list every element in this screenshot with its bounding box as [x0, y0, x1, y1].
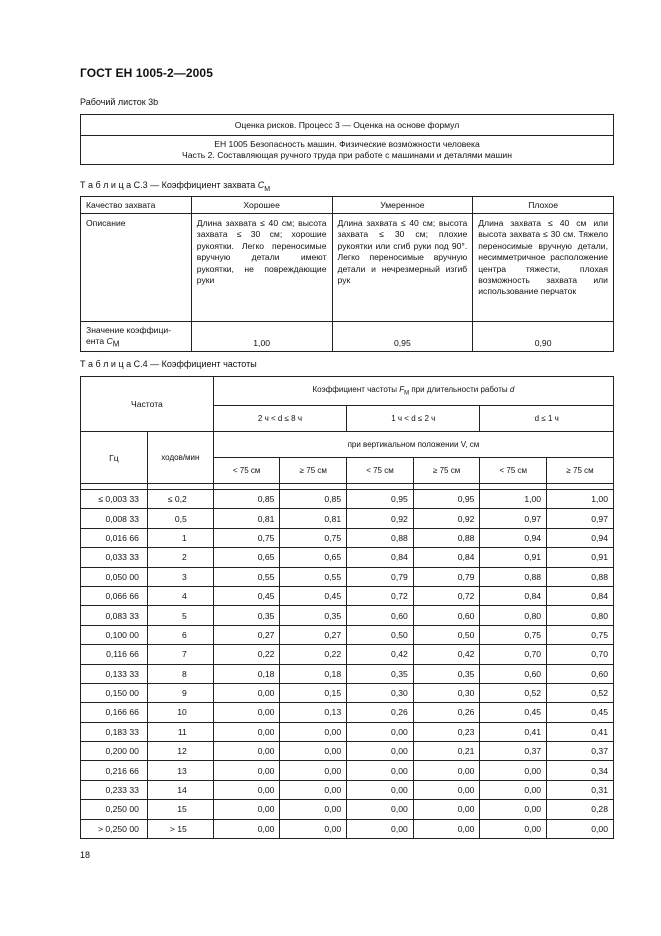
value-label-line-2: ента	[86, 336, 107, 346]
table-row	[81, 645, 614, 664]
coefficient-cell: 0,80	[480, 606, 547, 625]
grip-good-header: Хорошее	[191, 197, 332, 214]
coefficient-cell: 0,52	[480, 683, 547, 702]
coefficient-cell: 0,23	[413, 722, 480, 741]
coefficient-cell: 0,88	[413, 528, 480, 547]
hz-cell: 0,033 33	[81, 548, 148, 567]
coefficient-cell: 0,95	[413, 490, 480, 509]
table-row	[81, 780, 614, 799]
position-header: ≥ 75 см	[413, 458, 480, 484]
coefficient-cell: 0,42	[347, 645, 414, 664]
coefficient-cell: 0,72	[347, 586, 414, 605]
strokes-cell: 4	[147, 586, 213, 605]
table-row	[81, 606, 614, 625]
coefficient-cell: 0,42	[413, 645, 480, 664]
strokes-cell: 0,5	[147, 509, 213, 528]
coefficient-cell: 0,41	[547, 722, 614, 741]
table-row	[81, 528, 614, 547]
coefficient-cell: 0,81	[280, 509, 347, 528]
hz-cell: 0,183 33	[81, 722, 148, 741]
hz-cell: 0,233 33	[81, 780, 148, 799]
table-row	[81, 800, 614, 819]
strokes-cell: 3	[147, 567, 213, 586]
coefficient-cell: 0,60	[347, 606, 414, 625]
position-header: ≥ 75 см	[280, 458, 347, 484]
grip-good-value: 1,00	[191, 322, 332, 352]
strokes-cell: 11	[147, 722, 213, 741]
coefficient-cell: 0,45	[213, 586, 280, 605]
grip-moderate-header: Умеренное	[332, 197, 473, 214]
coefficient-cell: 0,00	[280, 722, 347, 741]
coefficient-cell: 0,00	[280, 780, 347, 799]
strokes-cell: 9	[147, 683, 213, 702]
table-row	[81, 509, 614, 528]
coefficient-cell: 0,37	[480, 742, 547, 761]
grip-moderate-description: Длина захвата ≤ 40 см; высота захвата ≤ 30 см; плохие рукоятки или сгиб руки под 90°. Легко переносимые вручную детали и нечрезмерный изгиб рук	[332, 214, 473, 322]
coefficient-cell: 0,18	[213, 664, 280, 683]
position-header: ≥ 75 см	[547, 458, 614, 484]
strokes-cell: 13	[147, 761, 213, 780]
assessment-title: Оценка рисков. Процесс 3 — Оценка на основе формул	[81, 115, 614, 136]
frequency-coefficient-header	[213, 377, 613, 406]
coef-header-prefix: Коэффициент частоты	[312, 385, 400, 395]
strokes-cell: ≤ 0,2	[147, 490, 213, 509]
frequency-table-body	[81, 490, 614, 839]
hz-cell: 0,083 33	[81, 606, 148, 625]
strokes-cell: 5	[147, 606, 213, 625]
coefficient-value-label	[81, 322, 192, 352]
coefficient-cell: 0,00	[213, 780, 280, 799]
coefficient-cell: 0,00	[413, 800, 480, 819]
coef-header-suffix: при длительности работы	[409, 385, 510, 395]
strokes-cell: 12	[147, 742, 213, 761]
coefficient-cell: 0,75	[213, 528, 280, 547]
coefficient-cell: 0,18	[280, 664, 347, 683]
coefficient-cell: 0,70	[547, 645, 614, 664]
grip-moderate-value: 0,95	[332, 322, 473, 352]
table-row	[81, 683, 614, 702]
duration-1-2h: 1 ч < d ≤ 2 ч	[347, 406, 480, 432]
value-label-symbol: C	[106, 336, 113, 346]
standard-line-1: ЕН 1005 Безопасность машин. Физические возможности человека	[214, 139, 480, 149]
hz-cell: 0,166 66	[81, 703, 148, 722]
coefficient-cell: 0,91	[547, 548, 614, 567]
table-row	[81, 490, 614, 509]
hz-header: Гц	[81, 432, 148, 484]
coefficient-cell: 0,30	[347, 683, 414, 702]
hz-cell: 0,116 66	[81, 645, 148, 664]
coefficient-cell: 0,00	[213, 722, 280, 741]
strokes-cell: 1	[147, 528, 213, 547]
document-title: ГОСТ ЕН 1005-2—2005	[80, 66, 213, 80]
coefficient-cell: 1,00	[547, 490, 614, 509]
coefficient-cell: 0,00	[347, 819, 414, 838]
strokes-cell: 14	[147, 780, 213, 799]
hz-cell: 0,016 66	[81, 528, 148, 547]
coefficient-cell: 0,60	[547, 664, 614, 683]
coefficient-cell: 0,00	[213, 742, 280, 761]
coefficient-cell: 0,00	[347, 761, 414, 780]
page-number: 18	[80, 850, 91, 860]
hz-cell: 0,150 00	[81, 683, 148, 702]
table-c3-caption-sub: M	[264, 185, 271, 193]
assessment-header-table	[80, 114, 614, 165]
table-c3-caption-symbol: C	[257, 180, 265, 190]
coefficient-cell: 0,00	[347, 742, 414, 761]
coefficient-cell: 0,30	[413, 683, 480, 702]
coefficient-cell: 0,00	[480, 780, 547, 799]
grip-poor-value: 0,90	[473, 322, 614, 352]
coefficient-cell: 0,00	[280, 761, 347, 780]
coefficient-cell: 0,84	[413, 548, 480, 567]
coefficient-cell: 0,00	[347, 780, 414, 799]
coefficient-cell: 0,85	[213, 490, 280, 509]
hz-cell: 0,200 00	[81, 742, 148, 761]
hz-cell: 0,008 33	[81, 509, 148, 528]
table-row	[81, 742, 614, 761]
table-row	[81, 625, 614, 644]
coefficient-cell: 0,00	[213, 703, 280, 722]
strokes-cell: 2	[147, 548, 213, 567]
table-row	[81, 586, 614, 605]
coefficient-cell: 0,84	[480, 586, 547, 605]
coef-header-sub: M	[404, 390, 410, 397]
coefficient-cell: 1,00	[480, 490, 547, 509]
position-header: < 75 см	[480, 458, 547, 484]
value-label-sub: M	[112, 339, 120, 349]
coefficient-cell: 0,00	[413, 819, 480, 838]
coefficient-cell: 0,41	[480, 722, 547, 741]
coefficient-cell: 0,00	[213, 800, 280, 819]
coefficient-cell: 0,37	[547, 742, 614, 761]
hz-cell: 0,100 00	[81, 625, 148, 644]
hz-cell: 0,133 33	[81, 664, 148, 683]
coefficient-cell: 0,34	[547, 761, 614, 780]
coefficient-cell: 0,94	[480, 528, 547, 547]
standard-reference	[81, 136, 614, 165]
hz-cell: 0,066 66	[81, 586, 148, 605]
coefficient-cell: 0,88	[347, 528, 414, 547]
coefficient-cell: 0,79	[347, 567, 414, 586]
coefficient-cell: 0,84	[347, 548, 414, 567]
coefficient-cell: 0,75	[547, 625, 614, 644]
coefficient-cell: 0,00	[347, 722, 414, 741]
coefficient-cell: 0,92	[347, 509, 414, 528]
coefficient-cell: 0,13	[280, 703, 347, 722]
description-label: Описание	[81, 214, 192, 322]
coefficient-cell: 0,22	[213, 645, 280, 664]
coefficient-cell: 0,55	[213, 567, 280, 586]
coefficient-cell: 0,52	[547, 683, 614, 702]
coefficient-cell: 0,22	[280, 645, 347, 664]
coef-header-d: d	[509, 385, 515, 395]
strokes-cell: 8	[147, 664, 213, 683]
vertical-position-header: при вертикальном положении V, см	[213, 432, 613, 458]
coefficient-cell: 0,45	[547, 703, 614, 722]
position-header: < 75 см	[213, 458, 280, 484]
standard-line-2: Часть 2. Составляющая ручного труда при работе с машинами и деталями машин	[182, 150, 512, 160]
coefficient-cell: 0,35	[213, 606, 280, 625]
coefficient-cell: 0,97	[480, 509, 547, 528]
table-row	[81, 819, 614, 838]
hz-cell: > 0,250 00	[81, 819, 148, 838]
coefficient-cell: 0,75	[280, 528, 347, 547]
grip-poor-header: Плохое	[473, 197, 614, 214]
coefficient-cell: 0,92	[413, 509, 480, 528]
value-label-line-1: Значение коэффици-	[86, 325, 172, 335]
coefficient-cell: 0,00	[213, 761, 280, 780]
coefficient-cell: 0,00	[480, 800, 547, 819]
coefficient-cell: 0,72	[413, 586, 480, 605]
coefficient-cell: 0,50	[347, 625, 414, 644]
table-row	[81, 703, 614, 722]
coefficient-cell: 0,60	[480, 664, 547, 683]
coefficient-cell: 0,65	[280, 548, 347, 567]
strokes-cell: 15	[147, 800, 213, 819]
coefficient-cell: 0,94	[547, 528, 614, 547]
coef-header-symbol: F	[399, 385, 405, 395]
coefficient-cell: 0,00	[347, 800, 414, 819]
coefficient-cell: 0,35	[280, 606, 347, 625]
strokes-cell: 7	[147, 645, 213, 664]
grip-poor-description: Длина захвата ≤ 40 см или высота захвата ≤ 30 см. Тяжело переносимые вручную детали, несимметричное расположение центра тяжести, плохая возможность захвата или использование перчаток	[473, 214, 614, 322]
coefficient-cell: 0,00	[480, 761, 547, 780]
frequency-coefficient-table	[80, 376, 614, 839]
worksheet-label: Рабочий листок 3b	[80, 97, 159, 107]
table-c3-caption	[80, 180, 270, 193]
coefficient-cell: 0,00	[480, 819, 547, 838]
coefficient-cell: 0,00	[413, 761, 480, 780]
coefficient-cell: 0,95	[347, 490, 414, 509]
coefficient-cell: 0,35	[347, 664, 414, 683]
coefficient-cell: 0,00	[280, 742, 347, 761]
coefficient-cell: 0,45	[480, 703, 547, 722]
coefficient-cell: 0,26	[413, 703, 480, 722]
coefficient-cell: 0,55	[280, 567, 347, 586]
coefficient-cell: 0,80	[547, 606, 614, 625]
table-c4-caption: Т а б л и ц а С.4 — Коэффициент частоты	[80, 359, 257, 369]
strokes-cell: > 15	[147, 819, 213, 838]
coefficient-cell: 0,84	[547, 586, 614, 605]
coefficient-cell: 0,70	[480, 645, 547, 664]
coefficient-cell: 0,65	[213, 548, 280, 567]
hz-cell: ≤ 0,003 33	[81, 490, 148, 509]
duration-2-8h: 2 ч < d ≤ 8 ч	[213, 406, 346, 432]
table-c3-caption-text: Т а б л и ц а С.3 — Коэффициент захвата	[80, 180, 258, 190]
strokes-cell: 10	[147, 703, 213, 722]
coefficient-cell: 0,50	[413, 625, 480, 644]
coefficient-cell: 0,97	[547, 509, 614, 528]
grip-good-description: Длина захвата ≤ 40 см; высота захвата ≤ 30 см; хорошие рукоятки. Легко переносимые вручную детали имеют рукоятки, не повреждающие руки	[191, 214, 332, 322]
grip-coefficient-table	[80, 196, 614, 352]
table-row	[81, 664, 614, 683]
coefficient-cell: 0,85	[280, 490, 347, 509]
duration-under-1h: d ≤ 1 ч	[480, 406, 614, 432]
coefficient-cell: 0,28	[547, 800, 614, 819]
coefficient-cell: 0,26	[347, 703, 414, 722]
hz-cell: 0,050 00	[81, 567, 148, 586]
coefficient-cell: 0,35	[413, 664, 480, 683]
frequency-header: Частота	[81, 377, 214, 432]
strokes-cell: 6	[147, 625, 213, 644]
strokes-header: ходов/мин	[147, 432, 213, 484]
coefficient-cell: 0,00	[547, 819, 614, 838]
coefficient-cell: 0,31	[547, 780, 614, 799]
coefficient-cell: 0,00	[213, 683, 280, 702]
coefficient-cell: 0,79	[413, 567, 480, 586]
table-row	[81, 548, 614, 567]
coefficient-cell: 0,00	[280, 819, 347, 838]
coefficient-cell: 0,91	[480, 548, 547, 567]
coefficient-cell: 0,00	[280, 800, 347, 819]
position-header: < 75 см	[347, 458, 414, 484]
grip-quality-header: Качество захвата	[81, 197, 192, 214]
coefficient-cell: 0,60	[413, 606, 480, 625]
coefficient-cell: 0,27	[280, 625, 347, 644]
coefficient-cell: 0,45	[280, 586, 347, 605]
coefficient-cell: 0,21	[413, 742, 480, 761]
coefficient-cell: 0,75	[480, 625, 547, 644]
hz-cell: 0,216 66	[81, 761, 148, 780]
coefficient-cell: 0,88	[480, 567, 547, 586]
coefficient-cell: 0,00	[213, 819, 280, 838]
table-row	[81, 722, 614, 741]
table-row	[81, 567, 614, 586]
coefficient-cell: 0,81	[213, 509, 280, 528]
hz-cell: 0,250 00	[81, 800, 148, 819]
coefficient-cell: 0,88	[547, 567, 614, 586]
coefficient-cell: 0,27	[213, 625, 280, 644]
table-row	[81, 761, 614, 780]
coefficient-cell: 0,00	[413, 780, 480, 799]
coefficient-cell: 0,15	[280, 683, 347, 702]
